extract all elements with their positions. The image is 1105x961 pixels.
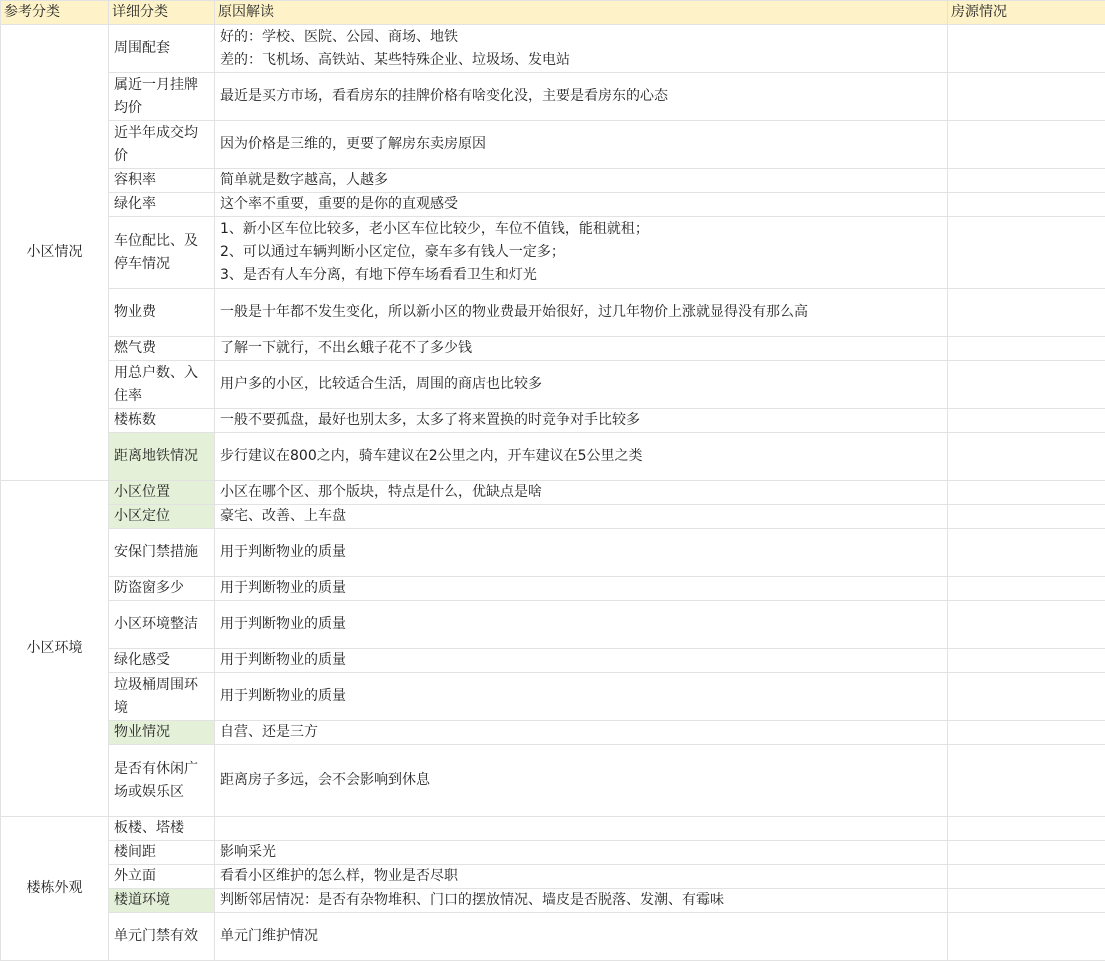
status-cell[interactable] bbox=[948, 889, 1105, 913]
table-row bbox=[1, 409, 1105, 433]
status-cell[interactable] bbox=[948, 481, 1105, 505]
category-cell: 小区情况 bbox=[1, 25, 109, 481]
subcategory-cell: 防盗窗多少 bbox=[109, 577, 215, 601]
subcategory-cell: 距离地铁情况 bbox=[109, 433, 215, 481]
reason-cell: 用于判断物业的质量 bbox=[215, 673, 948, 721]
table-row bbox=[1, 121, 1105, 169]
reason-cell: 因为价格是三维的，更要了解房东卖房原因 bbox=[215, 121, 948, 169]
header-category: 参考分类 bbox=[1, 1, 109, 25]
status-cell[interactable] bbox=[948, 913, 1105, 961]
subcategory-cell: 用总户数、入住率 bbox=[109, 361, 215, 409]
status-cell[interactable] bbox=[948, 217, 1105, 289]
reason-cell: 好的：学校、医院、公园、商场、地铁 差的：飞机场、高铁站、某些特殊企业、垃圾场、发电站 bbox=[215, 25, 948, 73]
reason-cell: 小区在哪个区、那个版块，特点是什么，优缺点是啥 bbox=[215, 481, 948, 505]
reason-cell: 自营、还是三方 bbox=[215, 721, 948, 745]
reason-cell: 用户多的小区，比较适合生活，周围的商店也比较多 bbox=[215, 361, 948, 409]
table-row bbox=[1, 577, 1105, 601]
status-cell[interactable] bbox=[948, 73, 1105, 121]
table-row bbox=[1, 73, 1105, 121]
category-cell: 小区环境 bbox=[1, 481, 109, 817]
table-row bbox=[1, 745, 1105, 817]
reason-cell: 用于判断物业的质量 bbox=[215, 577, 948, 601]
header-reason: 原因解读 bbox=[215, 1, 948, 25]
status-cell[interactable] bbox=[948, 289, 1105, 337]
table-row bbox=[1, 841, 1105, 865]
status-cell[interactable] bbox=[948, 865, 1105, 889]
reason-cell: 一般是十年都不发生变化，所以新小区的物业费最开始很好，过几年物价上涨就显得没有那么高 bbox=[215, 289, 948, 337]
status-cell[interactable] bbox=[948, 721, 1105, 745]
subcategory-cell: 安保门禁措施 bbox=[109, 529, 215, 577]
status-cell[interactable] bbox=[948, 841, 1105, 865]
reason-cell: 距离房子多远，会不会影响到休息 bbox=[215, 745, 948, 817]
status-cell[interactable] bbox=[948, 649, 1105, 673]
table-row bbox=[1, 289, 1105, 337]
reason-cell: 一般不要孤盘，最好也别太多，太多了将来置换的时竞争对手比较多 bbox=[215, 409, 948, 433]
subcategory-cell: 单元门禁有效 bbox=[109, 913, 215, 961]
status-cell[interactable] bbox=[948, 169, 1105, 193]
subcategory-cell: 车位配比、及停车情况 bbox=[109, 217, 215, 289]
table-row bbox=[1, 649, 1105, 673]
subcategory-cell: 小区位置 bbox=[109, 481, 215, 505]
subcategory-cell: 垃圾桶周围环境 bbox=[109, 673, 215, 721]
subcategory-cell: 楼栋数 bbox=[109, 409, 215, 433]
table-row bbox=[1, 433, 1105, 481]
status-cell[interactable] bbox=[948, 673, 1105, 721]
header-status: 房源情况 bbox=[948, 1, 1105, 25]
status-cell[interactable] bbox=[948, 121, 1105, 169]
status-cell[interactable] bbox=[948, 433, 1105, 481]
reason-cell: 用于判断物业的质量 bbox=[215, 601, 948, 649]
header-subcategory: 详细分类 bbox=[109, 1, 215, 25]
subcategory-cell: 物业费 bbox=[109, 289, 215, 337]
subcategory-cell: 是否有休闲广场或娱乐区 bbox=[109, 745, 215, 817]
subcategory-cell: 绿化率 bbox=[109, 193, 215, 217]
status-cell[interactable] bbox=[948, 361, 1105, 409]
reason-cell: 影响采光 bbox=[215, 841, 948, 865]
subcategory-cell: 周围配套 bbox=[109, 25, 215, 73]
subcategory-cell: 绿化感受 bbox=[109, 649, 215, 673]
table-row bbox=[1, 361, 1105, 409]
subcategory-cell: 板楼、塔楼 bbox=[109, 817, 215, 841]
subcategory-cell: 外立面 bbox=[109, 865, 215, 889]
table-row bbox=[1, 817, 1105, 841]
table-row bbox=[1, 865, 1105, 889]
subcategory-cell: 燃气费 bbox=[109, 337, 215, 361]
table-row bbox=[1, 889, 1105, 913]
table-row bbox=[1, 601, 1105, 649]
reason-cell: 用于判断物业的质量 bbox=[215, 529, 948, 577]
table-row bbox=[1, 721, 1105, 745]
reason-cell: 单元门维护情况 bbox=[215, 913, 948, 961]
category-cell: 楼栋外观 bbox=[1, 817, 109, 961]
status-cell[interactable] bbox=[948, 505, 1105, 529]
reason-cell bbox=[215, 817, 948, 841]
subcategory-cell: 物业情况 bbox=[109, 721, 215, 745]
table-row bbox=[1, 481, 1105, 505]
table-row bbox=[1, 673, 1105, 721]
table-row bbox=[1, 217, 1105, 289]
table-row bbox=[1, 337, 1105, 361]
reason-cell: 用于判断物业的质量 bbox=[215, 649, 948, 673]
subcategory-cell: 属近一月挂牌均价 bbox=[109, 73, 215, 121]
reason-cell: 判断邻居情况：是否有杂物堆积、门口的摆放情况、墙皮是否脱落、发潮、有霉味 bbox=[215, 889, 948, 913]
status-cell[interactable] bbox=[948, 337, 1105, 361]
reason-cell: 这个率不重要，重要的是你的直观感受 bbox=[215, 193, 948, 217]
subcategory-cell: 楼道环境 bbox=[109, 889, 215, 913]
table-row bbox=[1, 193, 1105, 217]
table-row bbox=[1, 169, 1105, 193]
status-cell[interactable] bbox=[948, 409, 1105, 433]
status-cell[interactable] bbox=[948, 25, 1105, 73]
table-row bbox=[1, 529, 1105, 577]
header-row bbox=[1, 1, 1105, 25]
table-row bbox=[1, 25, 1105, 73]
reason-cell: 最近是买方市场，看看房东的挂牌价格有啥变化没，主要是看房东的心态 bbox=[215, 73, 948, 121]
subcategory-cell: 小区定位 bbox=[109, 505, 215, 529]
subcategory-cell: 近半年成交均价 bbox=[109, 121, 215, 169]
status-cell[interactable] bbox=[948, 529, 1105, 577]
table-row bbox=[1, 505, 1105, 529]
table-body bbox=[1, 25, 1105, 961]
status-cell[interactable] bbox=[948, 601, 1105, 649]
status-cell[interactable] bbox=[948, 577, 1105, 601]
reason-cell: 了解一下就行，不出幺蛾子花不了多少钱 bbox=[215, 337, 948, 361]
reason-cell: 1、新小区车位比较多，老小区车位比较少，车位不值钱，能租就租； 2、可以通过车辆判断小区定位，豪车多有钱人一定多； 3、是否有人车分离，有地下停车场看看卫生和灯光 bbox=[215, 217, 948, 289]
subcategory-cell: 楼间距 bbox=[109, 841, 215, 865]
reason-cell: 看看小区维护的怎么样，物业是否尽职 bbox=[215, 865, 948, 889]
reason-cell: 简单就是数字越高，人越多 bbox=[215, 169, 948, 193]
subcategory-cell: 容积率 bbox=[109, 169, 215, 193]
status-cell[interactable] bbox=[948, 817, 1105, 841]
reason-cell: 步行建议在800之内，骑车建议在2公里之内，开车建议在5公里之类 bbox=[215, 433, 948, 481]
subcategory-cell: 小区环境整洁 bbox=[109, 601, 215, 649]
table-row bbox=[1, 913, 1105, 961]
status-cell[interactable] bbox=[948, 745, 1105, 817]
status-cell[interactable] bbox=[948, 193, 1105, 217]
reason-cell: 豪宅、改善、上车盘 bbox=[215, 505, 948, 529]
